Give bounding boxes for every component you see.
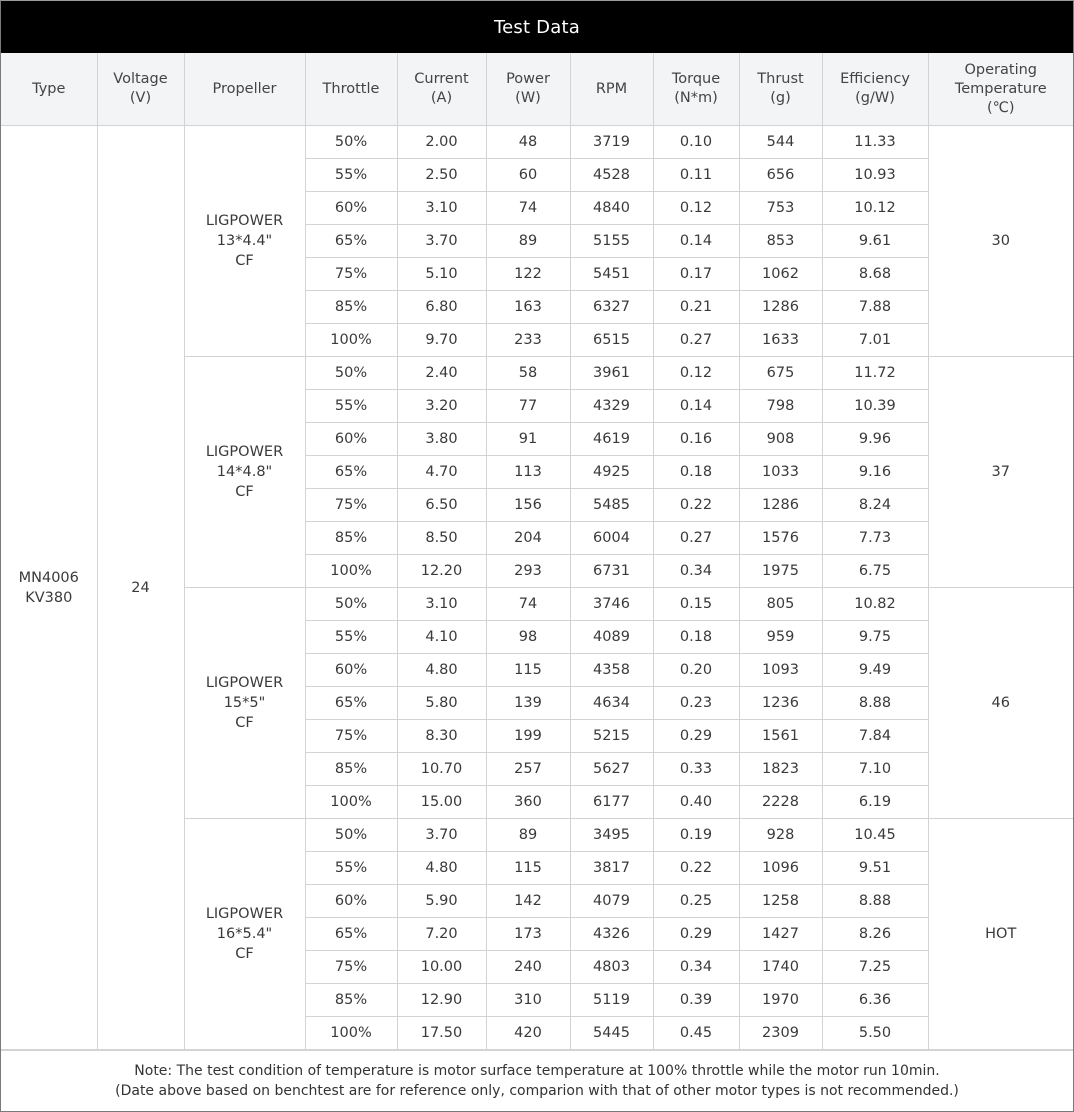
power-cell: 199 — [486, 720, 570, 753]
efficiency-cell: 6.19 — [822, 786, 928, 819]
torque-cell: 0.18 — [653, 621, 739, 654]
efficiency-cell: 9.49 — [822, 654, 928, 687]
efficiency-cell: 8.88 — [822, 885, 928, 918]
throttle-cell: 60% — [305, 654, 397, 687]
torque-cell: 0.34 — [653, 555, 739, 588]
efficiency-cell: 7.73 — [822, 522, 928, 555]
rpm-cell: 3817 — [570, 852, 653, 885]
current-cell: 4.10 — [397, 621, 486, 654]
current-cell: 3.10 — [397, 192, 486, 225]
current-cell: 3.70 — [397, 819, 486, 852]
header-torque: Torque (N*m) — [653, 53, 739, 126]
throttle-cell: 65% — [305, 687, 397, 720]
rpm-cell: 5451 — [570, 258, 653, 291]
rpm-cell: 3719 — [570, 126, 653, 159]
thrust-cell: 1975 — [739, 555, 822, 588]
thrust-cell: 1286 — [739, 291, 822, 324]
thrust-cell: 1576 — [739, 522, 822, 555]
current-cell: 8.50 — [397, 522, 486, 555]
torque-cell: 0.27 — [653, 324, 739, 357]
efficiency-cell: 9.75 — [822, 621, 928, 654]
torque-cell: 0.29 — [653, 720, 739, 753]
power-cell: 173 — [486, 918, 570, 951]
thrust-cell: 853 — [739, 225, 822, 258]
efficiency-cell: 7.01 — [822, 324, 928, 357]
torque-cell: 0.39 — [653, 984, 739, 1017]
power-cell: 163 — [486, 291, 570, 324]
efficiency-cell: 9.16 — [822, 456, 928, 489]
efficiency-cell: 9.96 — [822, 423, 928, 456]
thrust-cell: 1286 — [739, 489, 822, 522]
power-cell: 122 — [486, 258, 570, 291]
throttle-cell: 65% — [305, 456, 397, 489]
efficiency-cell: 7.88 — [822, 291, 928, 324]
operating-temperature-cell: 37 — [928, 357, 1073, 588]
current-cell: 2.40 — [397, 357, 486, 390]
rpm-cell: 4358 — [570, 654, 653, 687]
propeller-cell: LIGPOWER 16*5.4" CF — [184, 819, 305, 1050]
rpm-cell: 6731 — [570, 555, 653, 588]
header-propeller: Propeller — [184, 53, 305, 126]
power-cell: 257 — [486, 753, 570, 786]
header-temperature: Operating Temperature (℃) — [928, 53, 1073, 126]
power-cell: 360 — [486, 786, 570, 819]
thrust-cell: 1258 — [739, 885, 822, 918]
power-cell: 204 — [486, 522, 570, 555]
torque-cell: 0.45 — [653, 1017, 739, 1050]
throttle-cell: 85% — [305, 522, 397, 555]
power-cell: 48 — [486, 126, 570, 159]
operating-temperature-cell: 30 — [928, 126, 1073, 357]
rpm-cell: 4089 — [570, 621, 653, 654]
power-cell: 74 — [486, 192, 570, 225]
efficiency-cell: 7.10 — [822, 753, 928, 786]
propeller-cell: LIGPOWER 15*5" CF — [184, 588, 305, 819]
current-cell: 4.70 — [397, 456, 486, 489]
torque-cell: 0.22 — [653, 852, 739, 885]
thrust-cell: 805 — [739, 588, 822, 621]
throttle-cell: 75% — [305, 720, 397, 753]
torque-cell: 0.14 — [653, 390, 739, 423]
thrust-cell: 1970 — [739, 984, 822, 1017]
rpm-cell: 4528 — [570, 159, 653, 192]
thrust-cell: 798 — [739, 390, 822, 423]
current-cell: 12.20 — [397, 555, 486, 588]
power-cell: 113 — [486, 456, 570, 489]
current-cell: 2.00 — [397, 126, 486, 159]
thrust-cell: 2228 — [739, 786, 822, 819]
rpm-cell: 3961 — [570, 357, 653, 390]
power-cell: 420 — [486, 1017, 570, 1050]
torque-cell: 0.23 — [653, 687, 739, 720]
thrust-cell: 1236 — [739, 687, 822, 720]
throttle-cell: 55% — [305, 390, 397, 423]
throttle-cell: 50% — [305, 588, 397, 621]
throttle-cell: 65% — [305, 918, 397, 951]
efficiency-cell: 11.72 — [822, 357, 928, 390]
efficiency-cell: 10.82 — [822, 588, 928, 621]
header-type: Type — [1, 53, 97, 126]
current-cell: 2.50 — [397, 159, 486, 192]
table-body — [1, 126, 1073, 1050]
current-cell: 4.80 — [397, 654, 486, 687]
header-voltage: Voltage (V) — [97, 53, 184, 126]
power-cell: 60 — [486, 159, 570, 192]
torque-cell: 0.40 — [653, 786, 739, 819]
thrust-cell: 959 — [739, 621, 822, 654]
power-cell: 156 — [486, 489, 570, 522]
efficiency-cell: 8.88 — [822, 687, 928, 720]
rpm-cell: 4925 — [570, 456, 653, 489]
rpm-cell: 4840 — [570, 192, 653, 225]
thrust-cell: 908 — [739, 423, 822, 456]
efficiency-cell: 10.12 — [822, 192, 928, 225]
current-cell: 8.30 — [397, 720, 486, 753]
table-row — [1, 126, 1073, 159]
rpm-cell: 4634 — [570, 687, 653, 720]
throttle-cell: 100% — [305, 555, 397, 588]
header-efficiency: Efficiency (g/W) — [822, 53, 928, 126]
header-power: Power (W) — [486, 53, 570, 126]
current-cell: 5.80 — [397, 687, 486, 720]
power-cell: 115 — [486, 852, 570, 885]
efficiency-cell: 8.26 — [822, 918, 928, 951]
throttle-cell: 100% — [305, 324, 397, 357]
torque-cell: 0.15 — [653, 588, 739, 621]
rpm-cell: 6515 — [570, 324, 653, 357]
throttle-cell: 55% — [305, 621, 397, 654]
torque-cell: 0.11 — [653, 159, 739, 192]
thrust-cell: 753 — [739, 192, 822, 225]
throttle-cell: 60% — [305, 885, 397, 918]
footnote — [1, 1050, 1073, 1111]
throttle-cell: 85% — [305, 291, 397, 324]
rpm-cell: 4619 — [570, 423, 653, 456]
torque-cell: 0.16 — [653, 423, 739, 456]
power-cell: 310 — [486, 984, 570, 1017]
power-cell: 142 — [486, 885, 570, 918]
torque-cell: 0.10 — [653, 126, 739, 159]
throttle-cell: 85% — [305, 984, 397, 1017]
rpm-cell: 4079 — [570, 885, 653, 918]
power-cell: 89 — [486, 225, 570, 258]
rpm-cell: 5485 — [570, 489, 653, 522]
throttle-cell: 50% — [305, 126, 397, 159]
torque-cell: 0.20 — [653, 654, 739, 687]
motor-type-cell: MN4006 KV380 — [1, 126, 97, 1050]
rpm-cell: 3495 — [570, 819, 653, 852]
current-cell: 12.90 — [397, 984, 486, 1017]
throttle-cell: 75% — [305, 258, 397, 291]
power-cell: 89 — [486, 819, 570, 852]
efficiency-cell: 8.24 — [822, 489, 928, 522]
throttle-cell: 60% — [305, 192, 397, 225]
torque-cell: 0.18 — [653, 456, 739, 489]
rpm-cell: 3746 — [570, 588, 653, 621]
current-cell: 5.90 — [397, 885, 486, 918]
power-cell: 98 — [486, 621, 570, 654]
current-cell: 7.20 — [397, 918, 486, 951]
throttle-cell: 75% — [305, 951, 397, 984]
throttle-cell: 55% — [305, 852, 397, 885]
efficiency-cell: 8.68 — [822, 258, 928, 291]
efficiency-cell: 5.50 — [822, 1017, 928, 1050]
rpm-cell: 5119 — [570, 984, 653, 1017]
torque-cell: 0.27 — [653, 522, 739, 555]
efficiency-cell: 7.84 — [822, 720, 928, 753]
power-cell: 91 — [486, 423, 570, 456]
rpm-cell: 6004 — [570, 522, 653, 555]
torque-cell: 0.22 — [653, 489, 739, 522]
thrust-cell: 2309 — [739, 1017, 822, 1050]
rpm-cell: 5627 — [570, 753, 653, 786]
thrust-cell: 1427 — [739, 918, 822, 951]
thrust-cell: 1062 — [739, 258, 822, 291]
efficiency-cell: 6.75 — [822, 555, 928, 588]
efficiency-cell: 11.33 — [822, 126, 928, 159]
thrust-cell: 1823 — [739, 753, 822, 786]
thrust-cell: 544 — [739, 126, 822, 159]
throttle-cell: 75% — [305, 489, 397, 522]
thrust-cell: 928 — [739, 819, 822, 852]
header-rpm: RPM — [570, 53, 653, 126]
power-cell: 139 — [486, 687, 570, 720]
page-title: Test Data — [1, 1, 1073, 53]
propeller-cell: LIGPOWER 14*4.8" CF — [184, 357, 305, 588]
table-header-row — [1, 53, 1073, 126]
efficiency-cell: 10.45 — [822, 819, 928, 852]
current-cell: 6.50 — [397, 489, 486, 522]
current-cell: 9.70 — [397, 324, 486, 357]
current-cell: 3.80 — [397, 423, 486, 456]
throttle-cell: 65% — [305, 225, 397, 258]
rpm-cell: 4329 — [570, 390, 653, 423]
operating-temperature-cell: 46 — [928, 588, 1073, 819]
torque-cell: 0.29 — [653, 918, 739, 951]
thrust-cell: 1096 — [739, 852, 822, 885]
torque-cell: 0.12 — [653, 192, 739, 225]
efficiency-cell: 7.25 — [822, 951, 928, 984]
test-data-table — [1, 53, 1073, 1050]
current-cell: 3.10 — [397, 588, 486, 621]
rpm-cell: 4326 — [570, 918, 653, 951]
torque-cell: 0.19 — [653, 819, 739, 852]
throttle-cell: 50% — [305, 357, 397, 390]
thrust-cell: 1740 — [739, 951, 822, 984]
current-cell: 10.70 — [397, 753, 486, 786]
efficiency-cell: 10.39 — [822, 390, 928, 423]
torque-cell: 0.14 — [653, 225, 739, 258]
throttle-cell: 55% — [305, 159, 397, 192]
power-cell: 115 — [486, 654, 570, 687]
rpm-cell: 4803 — [570, 951, 653, 984]
thrust-cell: 1033 — [739, 456, 822, 489]
power-cell: 293 — [486, 555, 570, 588]
propeller-cell: LIGPOWER 13*4.4" CF — [184, 126, 305, 357]
thrust-cell: 1093 — [739, 654, 822, 687]
torque-cell: 0.17 — [653, 258, 739, 291]
rpm-cell: 5215 — [570, 720, 653, 753]
throttle-cell: 100% — [305, 786, 397, 819]
throttle-cell: 100% — [305, 1017, 397, 1050]
current-cell: 10.00 — [397, 951, 486, 984]
current-cell: 3.20 — [397, 390, 486, 423]
rpm-cell: 5445 — [570, 1017, 653, 1050]
torque-cell: 0.21 — [653, 291, 739, 324]
current-cell: 15.00 — [397, 786, 486, 819]
torque-cell: 0.12 — [653, 357, 739, 390]
header-current: Current (A) — [397, 53, 486, 126]
operating-temperature-cell: HOT — [928, 819, 1073, 1050]
rpm-cell: 5155 — [570, 225, 653, 258]
throttle-cell: 60% — [305, 423, 397, 456]
torque-cell: 0.25 — [653, 885, 739, 918]
current-cell: 3.70 — [397, 225, 486, 258]
thrust-cell: 1633 — [739, 324, 822, 357]
current-cell: 6.80 — [397, 291, 486, 324]
header-thrust: Thrust (g) — [739, 53, 822, 126]
power-cell: 58 — [486, 357, 570, 390]
current-cell: 17.50 — [397, 1017, 486, 1050]
voltage-cell: 24 — [97, 126, 184, 1050]
power-cell: 77 — [486, 390, 570, 423]
torque-cell: 0.33 — [653, 753, 739, 786]
efficiency-cell: 10.93 — [822, 159, 928, 192]
footnote-line-1: Note: The test condition of temperature is motor surface temperature at 100% throttle while the motor run 10min. — [134, 1063, 940, 1079]
power-cell: 74 — [486, 588, 570, 621]
power-cell: 233 — [486, 324, 570, 357]
header-throttle: Throttle — [305, 53, 397, 126]
current-cell: 5.10 — [397, 258, 486, 291]
rpm-cell: 6327 — [570, 291, 653, 324]
thrust-cell: 656 — [739, 159, 822, 192]
throttle-cell: 50% — [305, 819, 397, 852]
throttle-cell: 85% — [305, 753, 397, 786]
torque-cell: 0.34 — [653, 951, 739, 984]
efficiency-cell: 6.36 — [822, 984, 928, 1017]
thrust-cell: 1561 — [739, 720, 822, 753]
power-cell: 240 — [486, 951, 570, 984]
efficiency-cell: 9.61 — [822, 225, 928, 258]
thrust-cell: 675 — [739, 357, 822, 390]
footnote-line-2: (Date above based on benchtest are for reference only, comparion with that of other motor types is not recommended.) — [115, 1083, 959, 1099]
rpm-cell: 6177 — [570, 786, 653, 819]
efficiency-cell: 9.51 — [822, 852, 928, 885]
current-cell: 4.80 — [397, 852, 486, 885]
